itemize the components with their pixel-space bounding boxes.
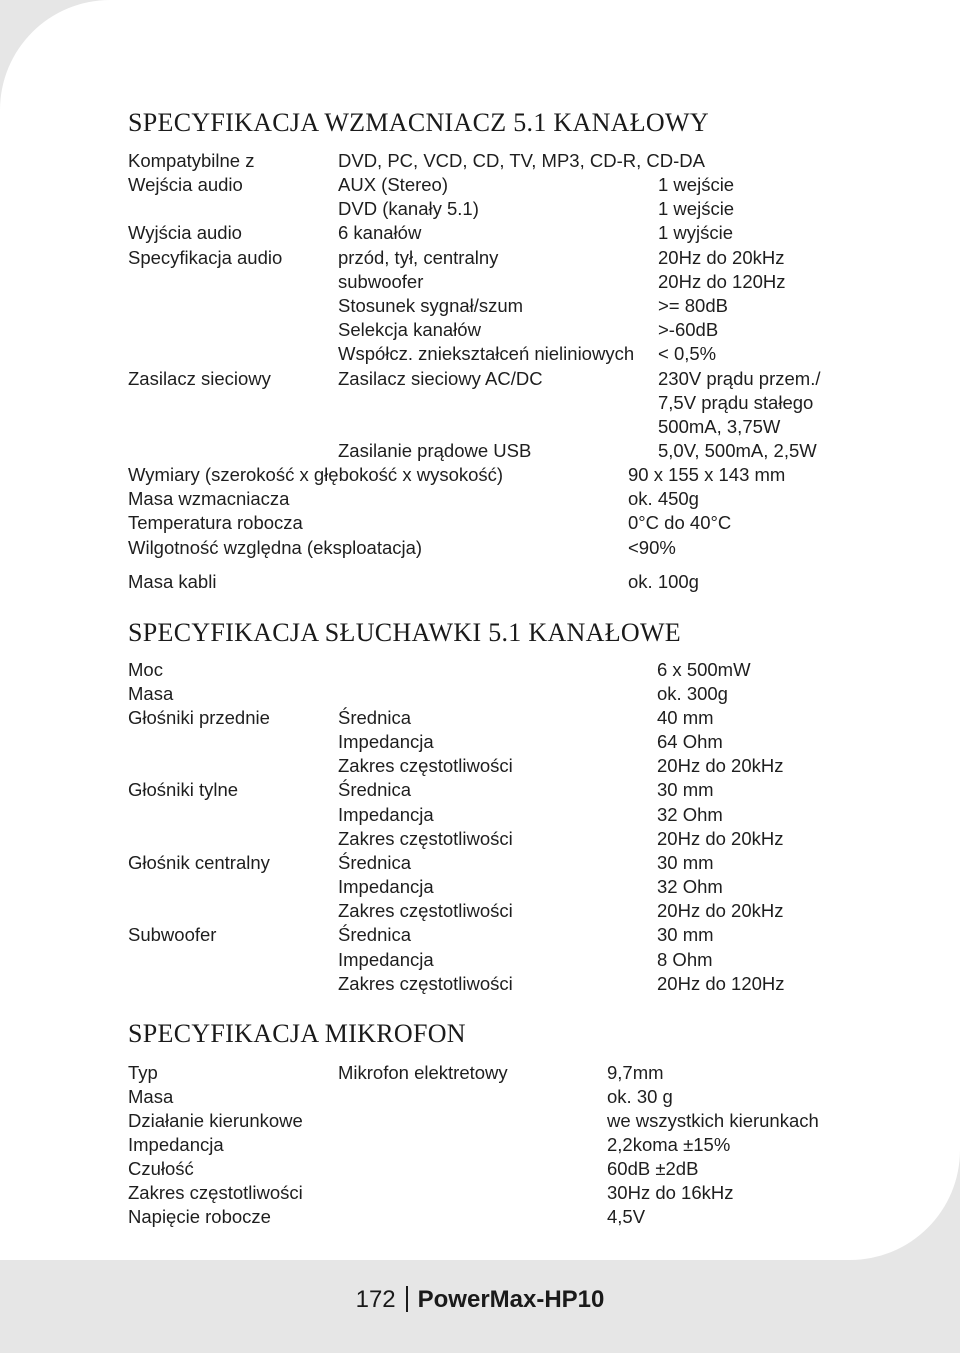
spec-value: < 0,5%: [658, 343, 717, 364]
spec-label: Subwoofer: [128, 924, 217, 945]
spec-value: >= 80dB: [658, 295, 728, 316]
spec-value: we wszystkich kierunkach: [607, 1110, 819, 1131]
spec-detail: Średnica: [338, 924, 412, 945]
amp-spec-title: SPECYFIKACJA WZMACNIACZ 5.1 KANAŁOWY: [128, 108, 709, 137]
spec-detail: Mikrofon elektretowy: [338, 1062, 508, 1083]
spec-label: Wymiary (szerokość x głębokość x wysokość): [128, 464, 504, 485]
spec-label: Napięcie robocze: [128, 1206, 271, 1227]
spec-detail: Impedancja: [338, 731, 434, 752]
spec-detail: przód, tył, centralny: [338, 247, 499, 268]
spec-detail: AUX (Stereo): [338, 174, 449, 195]
spec-value: 20Hz do 120Hz: [658, 271, 786, 292]
spec-detail: Impedancja: [338, 876, 434, 897]
spec-value: 9,7mm: [607, 1062, 664, 1083]
spec-label: Wejścia audio: [128, 174, 243, 195]
spec-detail: Zakres częstotliwości: [338, 973, 513, 994]
spec-value: 60dB ±2dB: [607, 1158, 699, 1179]
spec-detail: Zasilanie prądowe USB: [338, 440, 532, 461]
spec-label: Kompatybilne z: [128, 150, 255, 171]
spec-value: 32 Ohm: [657, 804, 723, 825]
spec-detail: Współcz. zniekształceń nieliniowych: [338, 343, 635, 364]
spec-label: Zasilacz sieciowy: [128, 368, 271, 389]
spec-value: 1 wyjście: [658, 222, 734, 243]
spec-label: Temperatura robocza: [128, 512, 303, 533]
spec-detail: Selekcja kanałów: [338, 319, 481, 340]
spec-value: ok. 100g: [628, 571, 699, 592]
spec-value: 0°C do 40°C: [628, 512, 732, 533]
mic-spec-title: SPECYFIKACJA MIKROFON: [128, 1019, 466, 1048]
spec-value: 40 mm: [657, 707, 714, 728]
spec-value: 6 x 500mW: [657, 659, 751, 680]
spec-value: 1 wejście: [658, 174, 735, 195]
spec-detail: 6 kanałów: [338, 222, 422, 243]
spec-value: 4,5V: [607, 1206, 646, 1227]
product-name: PowerMax-HP10: [417, 1286, 605, 1313]
spec-value: 20Hz do 20kHz: [657, 755, 784, 776]
spec-value: 230V prądu przem./: [658, 368, 821, 389]
spec-label: Wilgotność względna (eksploatacja): [128, 537, 423, 558]
spec-label: Zakres częstotliwości: [128, 1182, 303, 1203]
spec-value: 1 wejście: [658, 198, 735, 219]
spec-value: >-60dB: [658, 319, 719, 340]
spec-label: Wyjścia audio: [128, 222, 242, 243]
spec-detail: Zasilacz sieciowy AC/DC: [338, 368, 543, 389]
spec-value: 20Hz do 120Hz: [657, 973, 785, 994]
spec-label: Głośnik centralny: [128, 852, 270, 873]
spec-value: 8 Ohm: [657, 949, 713, 970]
spec-value: 64 Ohm: [657, 731, 723, 752]
spec-detail: subwoofer: [338, 271, 424, 292]
page-number: 172: [355, 1286, 396, 1313]
spec-value: 7,5V prądu stałego: [658, 392, 814, 413]
spec-value: 30 mm: [657, 852, 714, 873]
spec-detail: Impedancja: [338, 804, 434, 825]
spec-detail: Zakres częstotliwości: [338, 900, 513, 921]
spec-value: 20Hz do 20kHz: [657, 900, 784, 921]
spec-label: Specyfikacja audio: [128, 247, 283, 268]
spec-label: Głośniki przednie: [128, 707, 270, 728]
spec-value: 30Hz do 16kHz: [607, 1182, 734, 1203]
spec-value: 20Hz do 20kHz: [657, 828, 784, 849]
spec-label: Czułość: [128, 1158, 194, 1179]
spec-label: Moc: [128, 659, 163, 680]
spec-detail: Zakres częstotliwości: [338, 828, 513, 849]
spec-label: Typ: [128, 1062, 158, 1083]
spec-value: <90%: [628, 537, 676, 558]
spec-value: ok. 450g: [628, 488, 699, 509]
spec-value: 90 x 155 x 143 mm: [628, 464, 786, 485]
headphones-spec-title: SPECYFIKACJA SŁUCHAWKI 5.1 KANAŁOWE: [128, 618, 681, 647]
spec-detail: DVD, PC, VCD, CD, TV, MP3, CD-R, CD-DA: [338, 150, 705, 171]
spec-value: ok. 30 g: [607, 1086, 673, 1107]
spec-label: Masa: [128, 1086, 174, 1107]
spec-label: Masa: [128, 683, 174, 704]
spec-value: 500mA, 3,75W: [658, 416, 781, 437]
spec-detail: Średnica: [338, 852, 412, 873]
spec-value: 5,0V, 500mA, 2,5W: [658, 440, 817, 461]
spec-label: Masa kabli: [128, 571, 217, 592]
spec-value: 30 mm: [657, 779, 714, 800]
page-footer: [0, 1286, 960, 1314]
spec-value: 32 Ohm: [657, 876, 723, 897]
spec-label: Masa wzmacniacza: [128, 488, 290, 509]
spec-value: 2,2koma ±15%: [607, 1134, 731, 1155]
spec-label: Działanie kierunkowe: [128, 1110, 303, 1131]
spec-value: 20Hz do 20kHz: [658, 247, 785, 268]
spec-detail: Średnica: [338, 779, 412, 800]
spec-detail: Stosunek sygnał/szum: [338, 295, 524, 316]
footer-divider: [406, 1286, 408, 1312]
spec-value: ok. 300g: [657, 683, 728, 704]
spec-value: 30 mm: [657, 924, 714, 945]
spec-detail: DVD (kanały 5.1): [338, 198, 479, 219]
spec-label: Impedancja: [128, 1134, 224, 1155]
spec-detail: Zakres częstotliwości: [338, 755, 513, 776]
spec-label: Głośniki tylne: [128, 779, 239, 800]
spec-detail: Średnica: [338, 707, 412, 728]
spec-detail: Impedancja: [338, 949, 434, 970]
